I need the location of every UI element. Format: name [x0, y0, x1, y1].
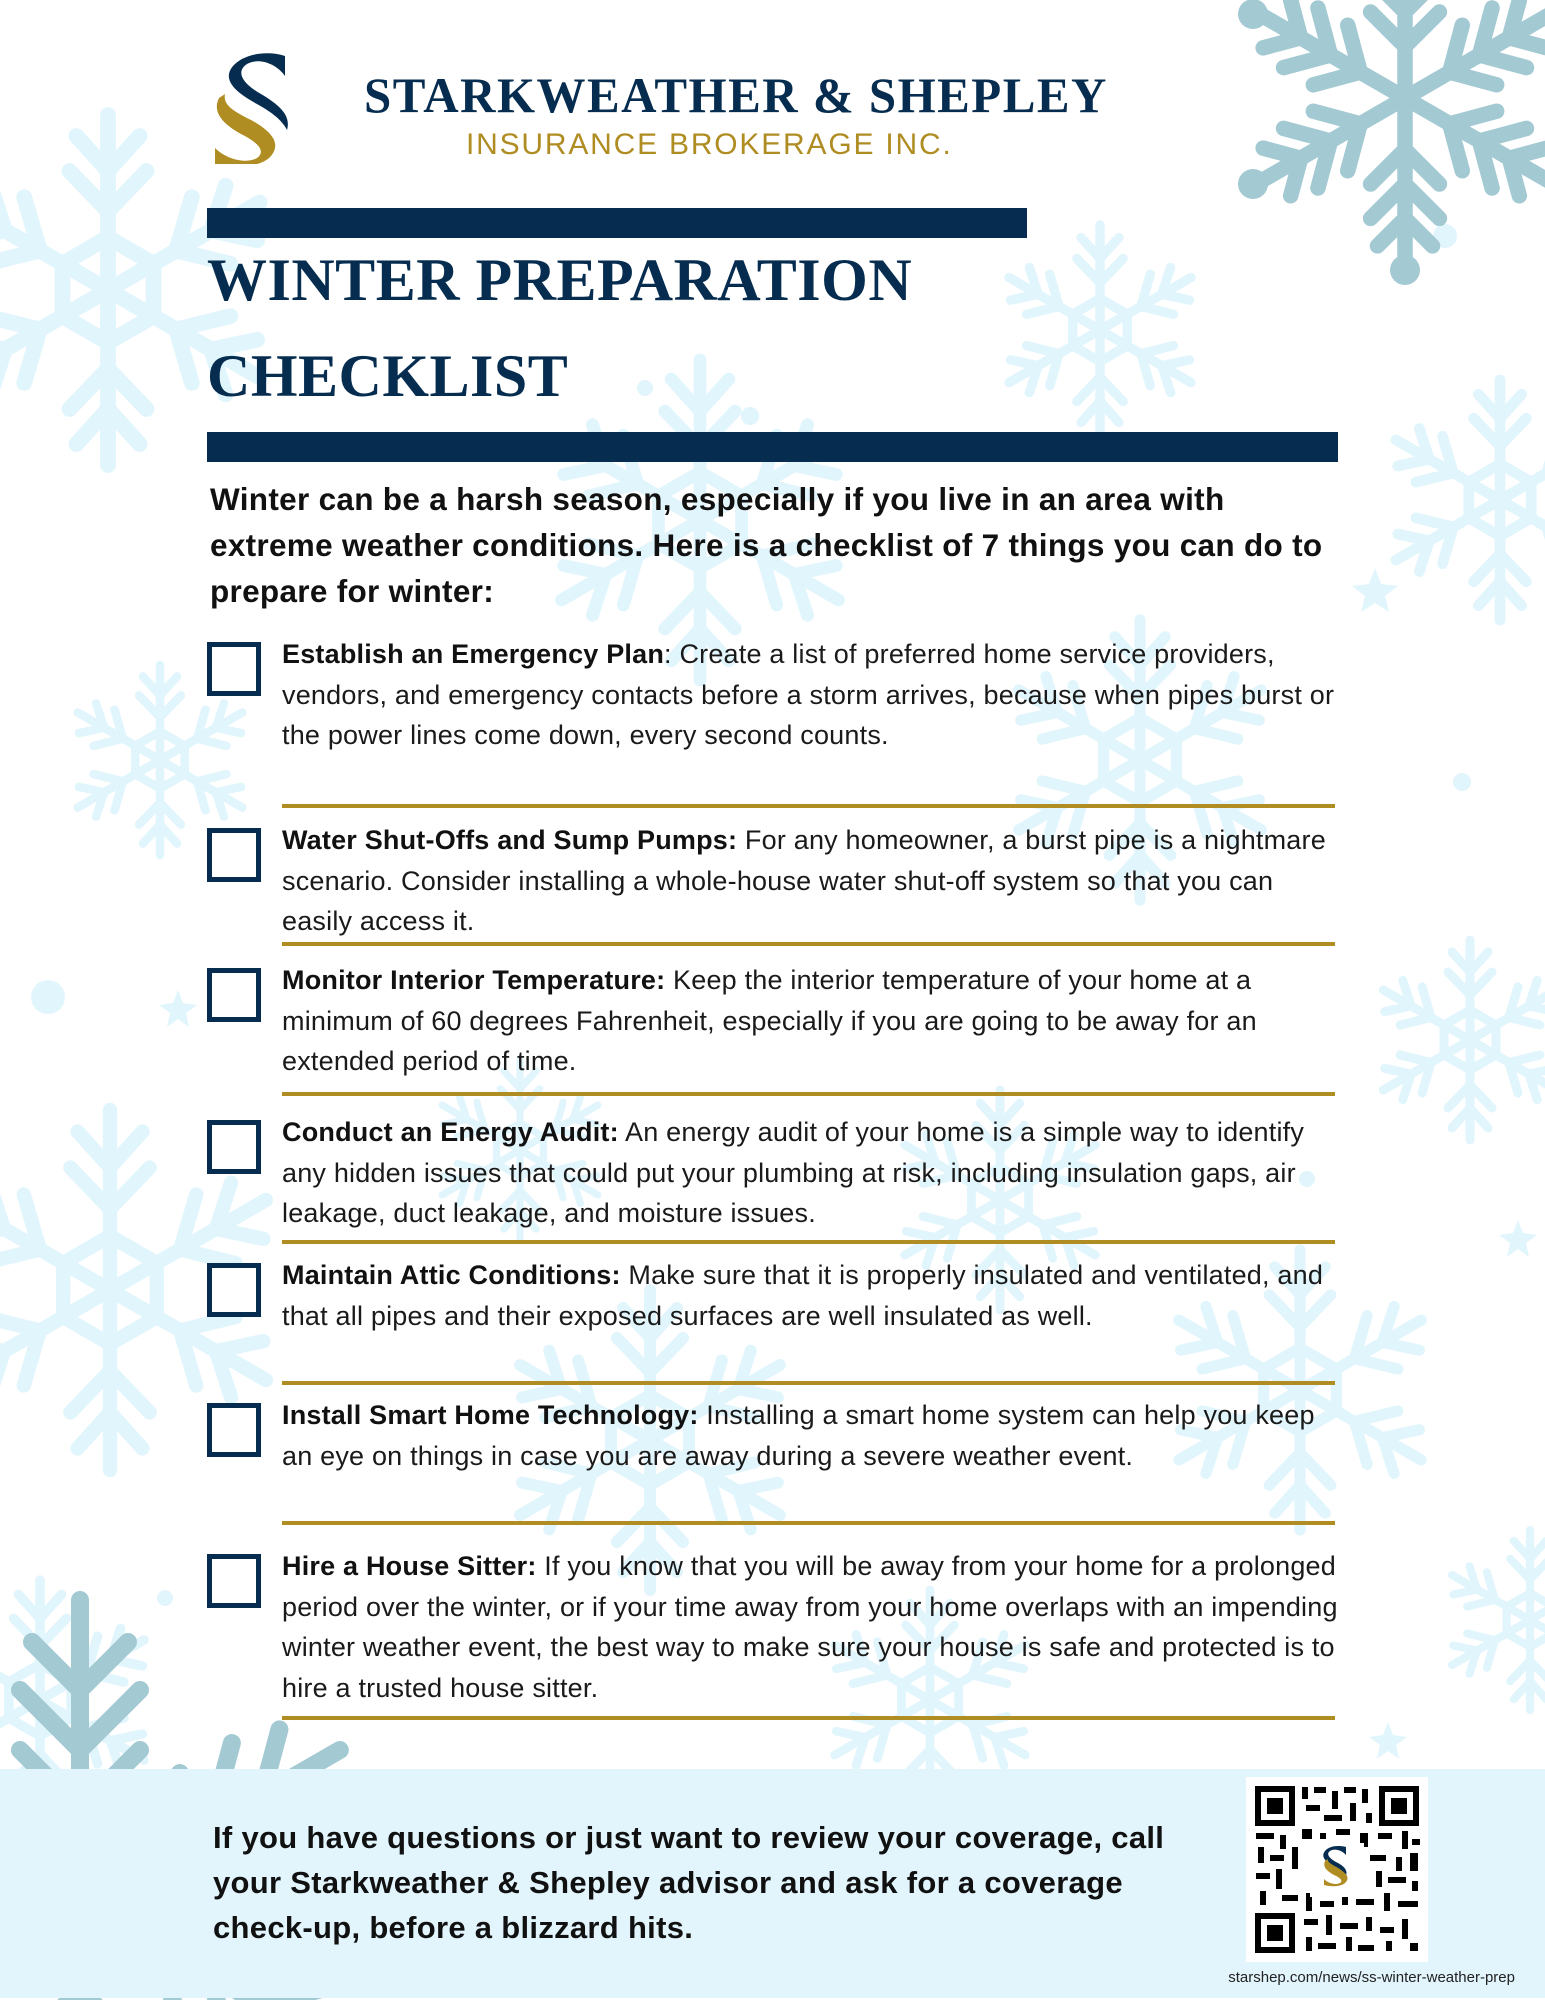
intro-paragraph: Winter can be a harsh season, especially if you live in an area with extreme weather conditions. Here is a checklist of 7 things you can do to prepare for winter:: [210, 481, 1323, 609]
item-heading: Establish an Emergency Plan: [282, 639, 665, 669]
item-body: Installing a smart home system can help you keep an eye on things in case you are away during a severe weather event.: [282, 1400, 1315, 1471]
brand-subtitle: INSURANCE BROKERAGE INC.: [466, 128, 953, 161]
item-heading: Water Shut-Offs and Sump Pumps:: [282, 825, 738, 855]
footer-banner: [0, 1769, 1545, 1998]
item-body: An energy audit of your home is a simple way to identify any hidden issues that could put your plumbing at risk, including insulation gaps, air leakage, duct leakage, and moisture issues.: [282, 1117, 1305, 1228]
checkbox[interactable]: [207, 828, 261, 882]
checklist-item-text: [282, 1546, 1342, 1708]
item-heading: Maintain Attic Conditions:: [282, 1260, 621, 1290]
gold-divider: [282, 1381, 1335, 1385]
checkbox[interactable]: [207, 968, 261, 1022]
gold-divider: [282, 1240, 1335, 1244]
checklist-item-text: [282, 1255, 1342, 1336]
item-heading: Hire a House Sitter:: [282, 1551, 537, 1581]
item-heading: Install Smart Home Technology:: [282, 1400, 699, 1430]
gold-divider: [282, 1092, 1335, 1096]
item-body: For any homeowner, a burst pipe is a nightmare scenario. Consider installing a whole-house water shut-off system so that you can easily access it.: [282, 825, 1326, 936]
qr-code-icon[interactable]: [1246, 1777, 1428, 1962]
item-body: If you know that you will be away from your home for a prolonged period over the winter, or if your time away from your home overlaps with an impending winter weather event, the best way to make sure your house is safe and protected is to hire a trusted house sitter.: [282, 1551, 1338, 1703]
checkbox[interactable]: [207, 1120, 261, 1174]
page-title-line-2: CHECKLIST: [207, 343, 569, 409]
gold-divider: [282, 942, 1335, 946]
title-bottom-bar: [207, 432, 1338, 462]
brand-name: STARKWEATHER & SHEPLEY: [364, 67, 1108, 123]
checkbox[interactable]: [207, 1263, 261, 1317]
checkbox[interactable]: [207, 1554, 261, 1608]
title-top-bar: [207, 208, 1027, 238]
gold-divider: [282, 804, 1335, 808]
item-heading: Monitor Interior Temperature:: [282, 965, 666, 995]
item-body: Create a list of preferred home service providers, vendors, and emergency contacts before a storm arrives, because when pipes burst or the power lines come down, every second counts.: [282, 639, 1335, 750]
checklist-item-text: [282, 1112, 1342, 1234]
checkbox[interactable]: [207, 642, 261, 696]
checklist-item-text: Establish an Emergency Plan: Create a list of preferred home service providers, vendors, and emergency contacts before a storm arrives, because when pipes burst or the power lines come down, every second counts.: [282, 639, 1335, 750]
gold-divider: [282, 1716, 1335, 1720]
source-url[interactable]: starshep.com/news/ss-winter-weather-prep: [1228, 1969, 1515, 1986]
item-heading: Conduct an Energy Audit:: [282, 1117, 619, 1147]
item-body: Keep the interior temperature of your home at a minimum of 60 degrees Fahrenheit, especially if you are going to be away for an extended period of time.: [282, 965, 1257, 1076]
ss-monogram-logo-icon: [205, 52, 297, 164]
checklist-item-text: [282, 960, 1342, 1082]
checklist-item-text: [282, 1395, 1342, 1476]
item-body: Make sure that it is properly insulated and ventilated, and that all pipes and their exposed surfaces are well insulated as well.: [282, 1260, 1324, 1331]
checkbox[interactable]: [207, 1403, 261, 1457]
gold-divider: [282, 1521, 1335, 1525]
page-title-line-1: WINTER PREPARATION: [207, 247, 913, 313]
checklist-item-text: [282, 820, 1342, 942]
footer-message: If you have questions or just want to review your coverage, call your Starkweather & Shepley advisor and ask for a coverage check-up, before a blizzard hits.: [213, 1820, 1165, 1945]
